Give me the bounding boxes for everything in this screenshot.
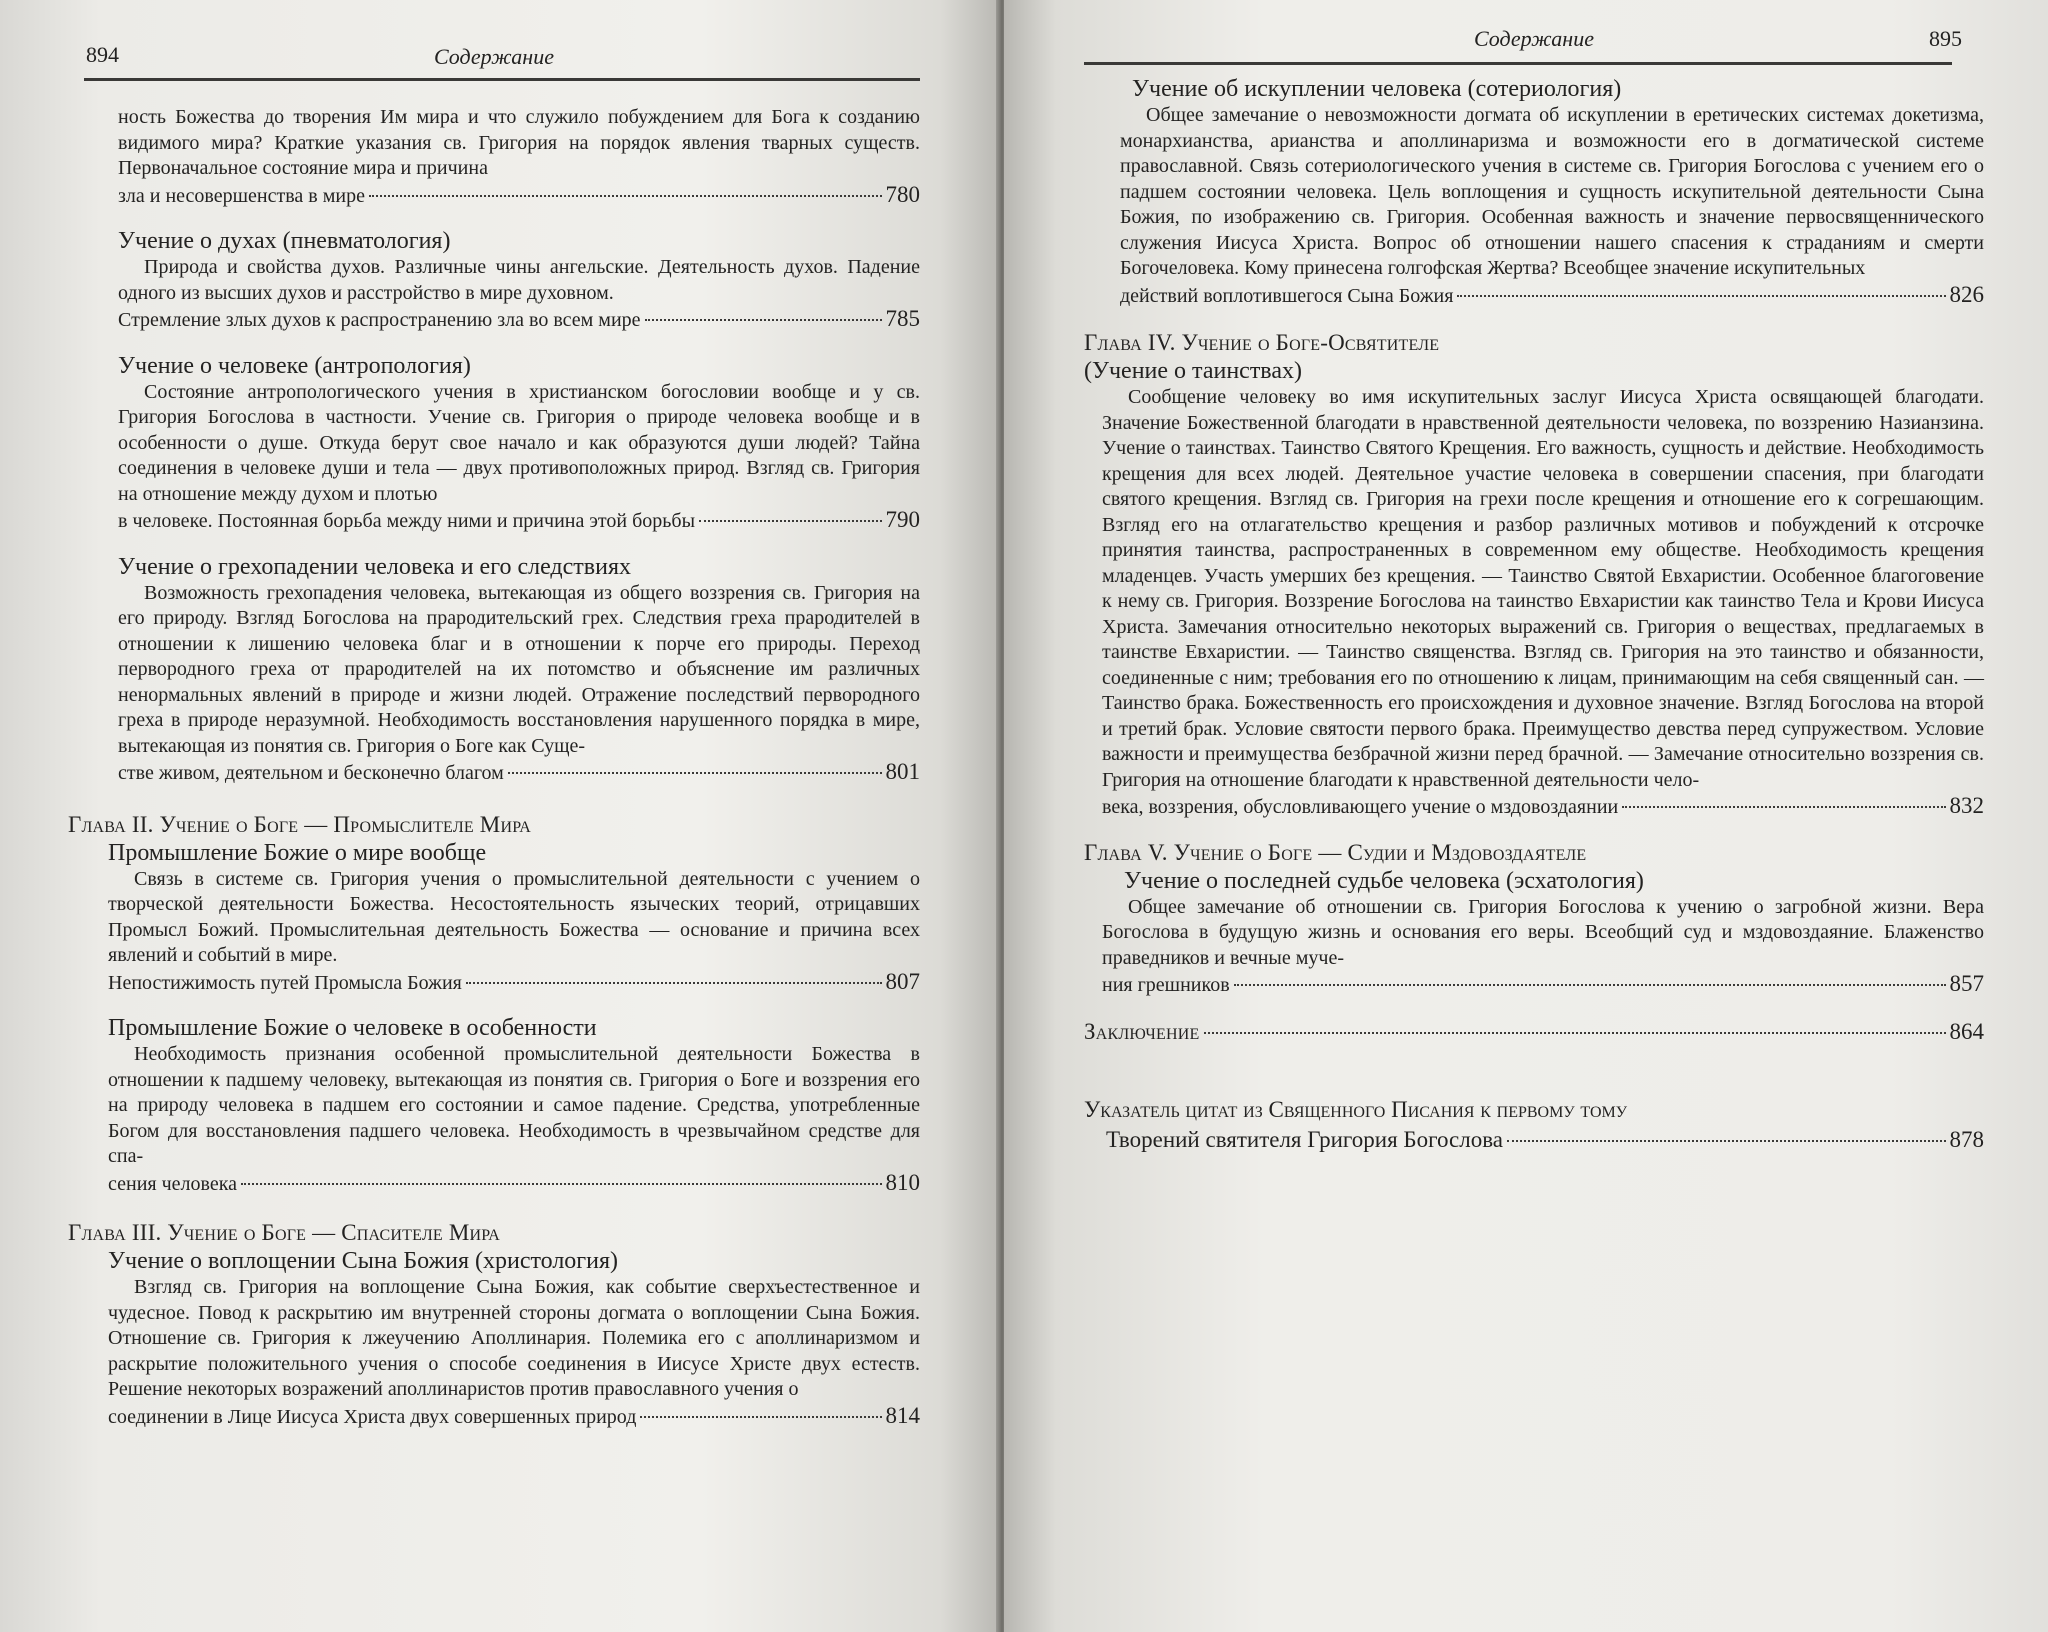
dot-leader bbox=[645, 319, 882, 321]
dot-leader bbox=[1204, 1032, 1946, 1034]
dot-leader bbox=[699, 520, 881, 522]
entry-page-number: 857 bbox=[1949, 971, 1984, 996]
entry-title: Учение о грехопадении человека и его следствиях bbox=[118, 553, 631, 580]
chapter-5 bbox=[1084, 839, 1984, 999]
dot-leader bbox=[1457, 295, 1945, 297]
page-number-left: 894 bbox=[86, 42, 119, 67]
entry-last-line: века, воззрения, обусловливающего учение о мздовоздаянии bbox=[1102, 796, 1619, 818]
leader-line bbox=[1120, 282, 1984, 310]
chapter-3 bbox=[68, 1219, 920, 1430]
leader-line bbox=[108, 1170, 920, 1198]
section-title: Учение об искуплении человека (сотериология) bbox=[1132, 76, 1622, 102]
chapter-title: Глава II. Учение о Боге — Промыслителе Мира bbox=[68, 811, 532, 837]
entry-body: Общее замечание об отношении св. Григория Богослова к учению о загробной жизни. Вера Богослова в будущую жизнь и основания его веры. Всеобщий суд и мздовоздаяние. Блаженство праведников и вечные муче- bbox=[1102, 895, 1984, 969]
chapter-title: Глава III. Учение о Боге — Спасителе Мира bbox=[68, 1220, 501, 1245]
entry-last-line: сения человека bbox=[108, 1172, 238, 1195]
section-title: Учение о последней судьбе человека (эсхатология) bbox=[1124, 867, 1644, 894]
dot-leader bbox=[241, 1183, 881, 1185]
entry-page-number: 814 bbox=[885, 1402, 920, 1428]
entry-page-number: 785 bbox=[885, 306, 920, 331]
header-rule-left bbox=[84, 78, 920, 81]
dot-leader bbox=[640, 1416, 881, 1418]
conclusion-title: Заключение bbox=[1084, 1018, 1200, 1044]
page-number-right: 895 bbox=[1929, 26, 1962, 51]
entry-title: Учение о человеке (антропология) bbox=[118, 352, 471, 379]
entry-page-number: 810 bbox=[885, 1169, 920, 1195]
entry-page-number: 790 bbox=[885, 507, 920, 532]
toc-entry-anthropology bbox=[118, 352, 920, 535]
dot-leader bbox=[369, 195, 882, 197]
chapter-2 bbox=[68, 811, 920, 1198]
chapter-title: Глава V. Учение о Боге — Судии и Мздовоздаятеле bbox=[1084, 839, 1587, 865]
entry-title: Учение о духах (пневматология) bbox=[118, 228, 451, 254]
chapter-4 bbox=[1084, 329, 1984, 821]
toc-entry-soteriology bbox=[1120, 75, 1984, 309]
leader-line bbox=[118, 759, 920, 787]
entry-body: ность Божества до творения Им мира и что служило побуждением для Бога к созданию видимого мира? Краткие указания св. Григория на порядок явления тварных существ. Первоначальное состояние мира и причина bbox=[118, 106, 920, 179]
dot-leader bbox=[1234, 984, 1946, 986]
entry-body: Состояние антропологического учения в христианском богословии вообще и у св. Григория Богослова в частности. Учение св. Григория о природе человека вообще и в особенности о душе. Откуда берут свое начало и как образуются души людей? Тайна соединения в человеке души и тела — двух противоположных природ. Взгляд св. Григория на отношение между духом и плотью bbox=[118, 380, 920, 505]
entry-last-line: действий воплотившегося Сына Божия bbox=[1120, 284, 1454, 307]
entry-last-line: Стремление злых духов к распространению зла во всем мире bbox=[118, 309, 641, 331]
entry-last-line: стве живом, деятельном и бесконечно благом bbox=[118, 762, 504, 784]
entry-last-line: Непостижимость путей Промысла Божия bbox=[108, 971, 462, 994]
running-title-right: Содержание bbox=[1473, 26, 1594, 51]
running-head-right bbox=[1084, 22, 1984, 62]
entry-last-line: зла и несовершенства в мире bbox=[118, 184, 365, 207]
running-head-left bbox=[68, 38, 920, 78]
dot-leader bbox=[1622, 806, 1945, 808]
toc-entry-creation-continued bbox=[118, 105, 920, 209]
dot-leader bbox=[508, 772, 882, 774]
entry-page-number: 780 bbox=[885, 181, 920, 207]
section-title: Учение о воплощении Сына Божия (христология) bbox=[108, 1248, 619, 1274]
entry-last-line: ния грешников bbox=[1102, 974, 1230, 996]
entry-page-number: 801 bbox=[885, 759, 920, 784]
leader-line bbox=[1102, 793, 1984, 821]
entry-page-number: 832 bbox=[1949, 793, 1984, 818]
dot-leader bbox=[1507, 1140, 1945, 1142]
entry-page-number: 826 bbox=[1949, 281, 1984, 307]
toc-entry-index bbox=[1084, 1095, 1984, 1155]
toc-entry-conclusion bbox=[1084, 1017, 1984, 1047]
leader-line bbox=[118, 182, 920, 210]
chapter-title: Глава IV. Учение о Боге-Освятителе bbox=[1084, 330, 1440, 355]
leader-line bbox=[108, 969, 920, 997]
section-title: Промышление Божие о мире вообще bbox=[108, 839, 487, 866]
leader-line bbox=[118, 507, 920, 535]
entry-page-number: 807 bbox=[885, 968, 920, 994]
index-title-line1: Указатель цитат из Священного Писания к первому тому bbox=[1084, 1096, 1628, 1122]
entry-last-line: соединении в Лице Иисуса Христа двух совершенных природ bbox=[108, 1405, 637, 1428]
entry-body: Необходимость признания особенной промыслительной деятельности Божества в отношении к падшему человеку, вытекающая из понятия св. Григория о Боге и воззрения его на природу человека в падшем его состоянии и самое падение. Средства, употребленные Богом для восстановления падшего человека. Необходимость в чрезвычайном средстве для спа- bbox=[108, 1043, 920, 1167]
dot-leader bbox=[466, 982, 882, 984]
entry-body: Природа и свойства духов. Различные чины ангельские. Деятельность духов. Падение одного из высших духов и расстройство в мире духовном. bbox=[118, 256, 920, 304]
toc-entry-fall bbox=[118, 553, 920, 787]
entry-body: Взгляд св. Григория на воплощение Сына Божия, как событие сверхъестественное и чудесное. Повод к раскрытию им внутренней стороны догмата о воплощении Сына Божия. Отношение св. Григория к лжеучению Аполлинария. Полемика его с аполлинаризмом и раскрытие положительного учения о способе соединения в Иисусе Христе двух естеств. Решение некоторых возражений аполлинаристов против православного учения о bbox=[108, 1276, 920, 1400]
index-title-line2: Творений святителя Григория Богослова bbox=[1106, 1126, 1504, 1152]
entry-body: Связь в системе св. Григория учения о промыслительной деятельности с учением о творческой деятельности Божества. Несостоятельность языческих теорий, отрицавших Промысл Божий. Промыслительная деятельность Божества — основание и причина всех явлений и событий в мире. bbox=[108, 867, 920, 966]
conclusion-page-number: 864 bbox=[1949, 1018, 1984, 1044]
index-page-number: 878 bbox=[1949, 1126, 1984, 1152]
entry-last-line: в человеке. Постоянная борьба между ними и причина этой борьбы bbox=[118, 510, 696, 532]
entry-body: Общее замечание о невозможности догмата об искуплении в еретических системах докетизма, монархианства, арианства и аполлинаризма и возможности его в догматической системе православной. Связь сотериологического учения в системе св. Григория Богослова с учением его о падшем состоянии человека. Цель воплощения и сущность искупительной деятельности Сына Божия, по изображению св. Григория. Особенная важность и значение первосвященнического служения Иисуса Христа. Вопрос об отношении нашего спасения к страданиям и смерти Богочеловека. Кому принесена голгофская Жертва? Всеобщее значение искупительных bbox=[1120, 104, 1984, 279]
left-page bbox=[0, 0, 1000, 1632]
leader-line bbox=[118, 306, 920, 334]
entry-body: Возможность грехопадения человека, вытекающая из общего воззрения св. Григория на его природу. Взгляд Богослова на прародительский грех. Следствия греха прародителей в отношении к лишению человека благ и в отношении к порче его природы. Переход первородного греха от прародителей на их потомство и объяснение им различных ненормальных явлений в природе и жизни людей. Отражение последствий первородного греха в природе неразумной. Необходимость восстановления нарушенного порядка в мире, вытекающая из понятия св. Григория о Боге как Суще- bbox=[118, 581, 920, 757]
section-title: Промышление Божие о человеке в особенности bbox=[108, 1015, 597, 1041]
right-page bbox=[1004, 0, 2048, 1632]
leader-line bbox=[1102, 971, 1984, 999]
running-title-left: Содержание bbox=[433, 44, 554, 69]
entry-body: Сообщение человеку во имя искупительных заслуг Иисуса Христа освящающей благодати. Значение Божественной благодати в нравственной деятельности человека, по воззрению Назианзина. Учение о таинствах. Таинство Святого Крещения. Его важность, сущность и действие. Необходимость крещения для всех людей. Деятельное участие человека в совершении спасения, при благодати святого крещения. Взгляд св. Григория на грехи после крещения и отношение его к согрешающим. Взгляд его на отлагательство крещения и разбор различных мотивов и побуждений к отсрочке принятия таинства, распространенных в современном ему обществе. Необходимость крещения младенцев. Участь умерших без крещения. — Таинство Святой Евхаристии. Особенное благоговение к нему св. Григория. Воззрение Богослова на таинство Евхаристии как таинство Тела и Крови Иисуса Христа. Замечания относительно некоторых выражений св. Григория о веществах, предлагаемых в таинстве Евхаристии. — Таинство священства. Взгляд св. Григория на это таинство и обязанности, соединенные с ним; требования его по отношению к лицам, принимающим на себя священный сан. — Таинство брака. Божественность его происхождения и духовное значение. Взгляд Богослова на второй и третий брак. Условие святости первого брака. Преимущество девства перед супружеством. Условие важности и преимущества безбрачной жизни перед брачной. — Замечание относительно воззрения св. Григория на отношение благодати к нравственной деятельности чело- bbox=[1102, 386, 1984, 791]
toc-entry-pneumatology bbox=[118, 227, 920, 334]
leader-line bbox=[108, 1403, 920, 1431]
index-leader-line bbox=[1084, 1125, 1984, 1155]
header-rule-right bbox=[1084, 62, 1952, 65]
chapter-subtitle: (Учение о таинствах) bbox=[1084, 358, 1302, 384]
